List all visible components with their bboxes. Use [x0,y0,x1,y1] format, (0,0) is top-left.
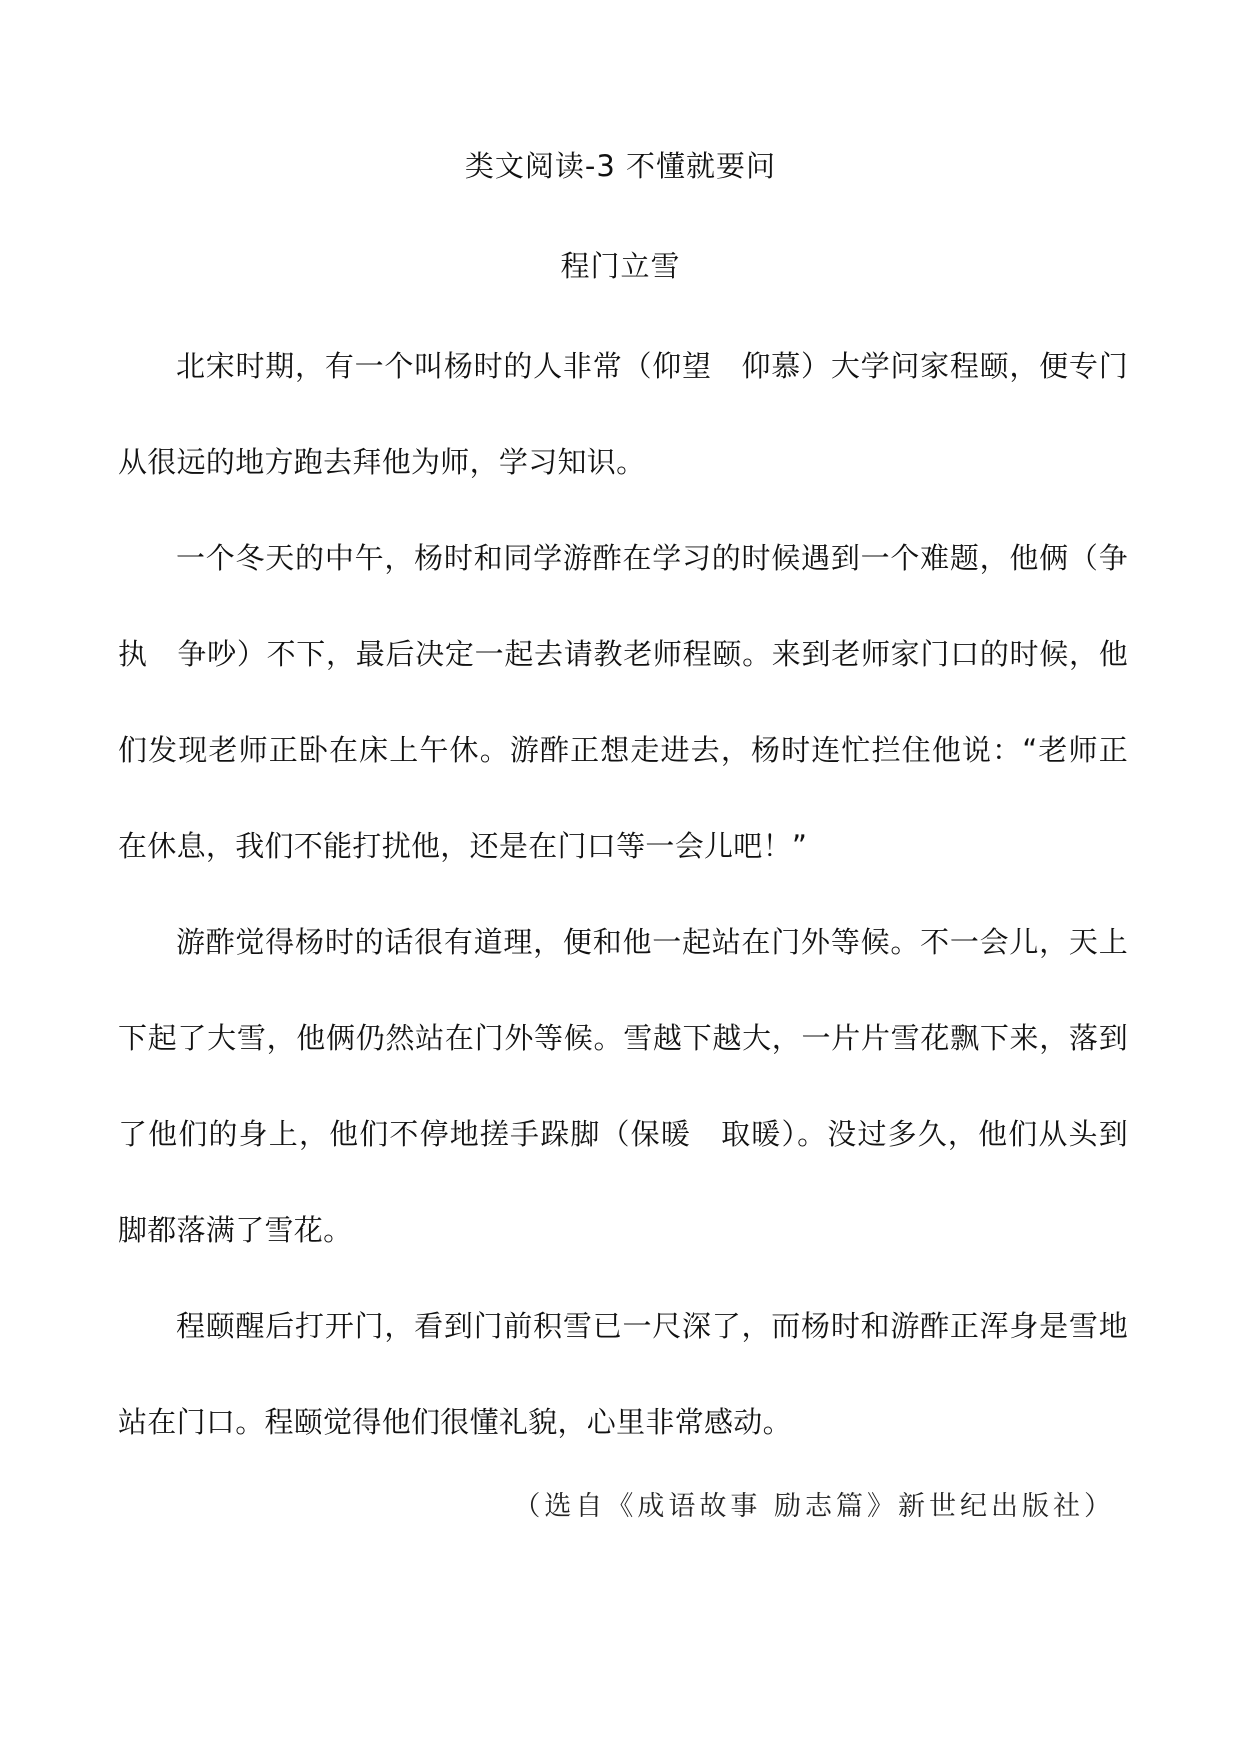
source-citation: （选自《成语故事 励志篇》新世纪出版社） [513,1491,1115,1522]
story-title: 程门立雪 [560,249,681,283]
story-paragraph-1: 北宋时期，有一个叫杨时的人非常（仰望 仰慕）大学问家程颐，便专门从很远的地方跑去拜他为师，学习知识。 [118,349,1128,479]
story-paragraph-2: 一个冬天的中午，杨时和同学游酢在学习的时候遇到一个难题，他俩（争执 争吵）不下，最后决定一起去请教老师程颐。来到老师家门口的时候，他们发现老师正卧在床上午休。游酢正想走进去，杨时连忙拦住他说：“老师正在休息，我们不能打扰他，还是在门口等一会儿吧！” [118,541,1128,863]
story-paragraph-4: 程颐醒后打开门，看到门前积雪已一尺深了，而杨时和游酢正浑身是雪地站在门口。程颐觉得他们很懂礼貌，心里非常感动。 [118,1309,1128,1439]
document-title: 类文阅读-3 不懂就要问 [464,149,777,183]
story-paragraph-3: 游酢觉得杨时的话很有道理，便和他一起站在门外等候。不一会儿，天上下起了大雪，他俩仍然站在门外等候。雪越下越大，一片片雪花飘下来，落到了他们的身上，他们不停地搓手跺脚（保暖 取暖）。没过多久，他们从头到脚都落满了雪花。 [118,925,1128,1247]
